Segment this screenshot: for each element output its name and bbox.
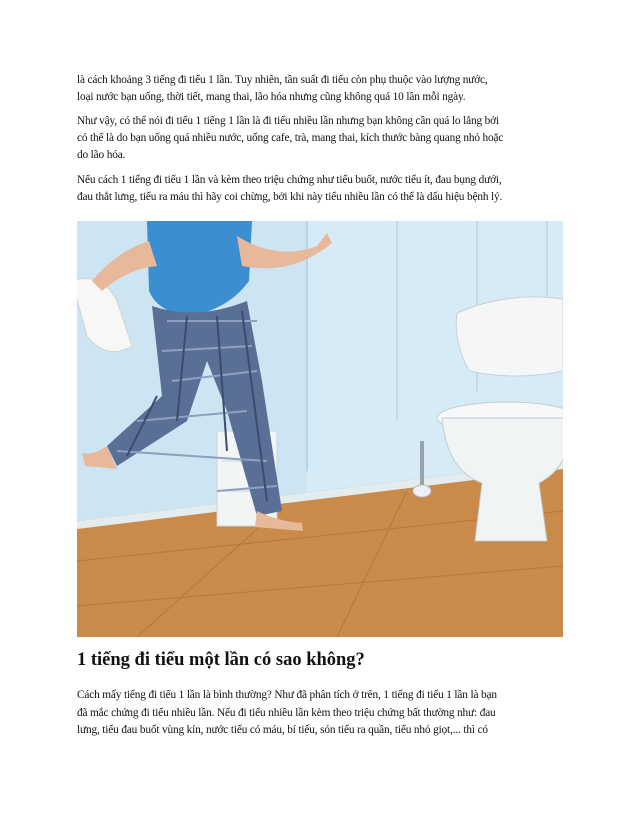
text-line: là cách khoảng 3 tiếng đi tiểu 1 lần. Tuy nhiên, tần suất đi tiểu còn phụ thuộc vào lượng nước, — [77, 74, 488, 86]
paragraph-warning — [77, 172, 563, 206]
text-line: loại nước bạn uống, thời tiết, mang thai, lão hóa nhưng cũng không quá 10 lần mỗi ngày. — [77, 91, 466, 103]
section-heading: 1 tiếng đi tiểu một lần có sao không? — [77, 650, 365, 670]
bathroom-scene — [77, 221, 563, 637]
text-line: Nếu cách 1 tiếng đi tiểu 1 lần và kèm theo triệu chứng như tiểu buốt, nước tiểu ít, đau bụng dưới, — [77, 174, 502, 186]
text-line: đã mắc chứng đi tiểu nhiều lần. Nếu đi tiểu nhiều lần kèm theo triệu chứng bất thường như: đau — [77, 706, 496, 719]
paragraph-reassurance — [77, 113, 563, 164]
text-line: đau thắt lưng, tiểu ra máu thì hãy coi chừng, bởi khi này tiểu nhiều lần có thể là dấu hiệu bệnh lý. — [77, 191, 503, 203]
text-line: lưng, tiểu đau buốt vùng kín, nước tiểu có máu, bí tiểu, són tiểu ra quần, tiểu nhỏ giọt,... thì có — [77, 724, 488, 736]
toilet-lid — [456, 297, 563, 376]
paragraph-frequency — [77, 72, 563, 106]
paragraph-closing — [77, 687, 563, 740]
bathroom-illustration-image — [77, 221, 563, 637]
toilet-brush — [420, 441, 424, 486]
text-line: có thể là do bạn uống quá nhiều nước, uống cafe, trà, mang thai, kích thước bàng quang nhỏ hoặc — [77, 132, 504, 144]
text-line: Như vậy, có thể nói đi tiểu 1 tiếng 1 lần là đi tiểu nhiều lần nhưng bạn không cần quá lo lắng bởi — [77, 115, 499, 127]
text-line: Cách mấy tiếng đi tiểu 1 lần là bình thường? Như đã phân tích ở trên, 1 tiếng đi tiểu 1 lần là bạn — [77, 689, 497, 701]
text-line: do lão hóa. — [77, 149, 126, 161]
